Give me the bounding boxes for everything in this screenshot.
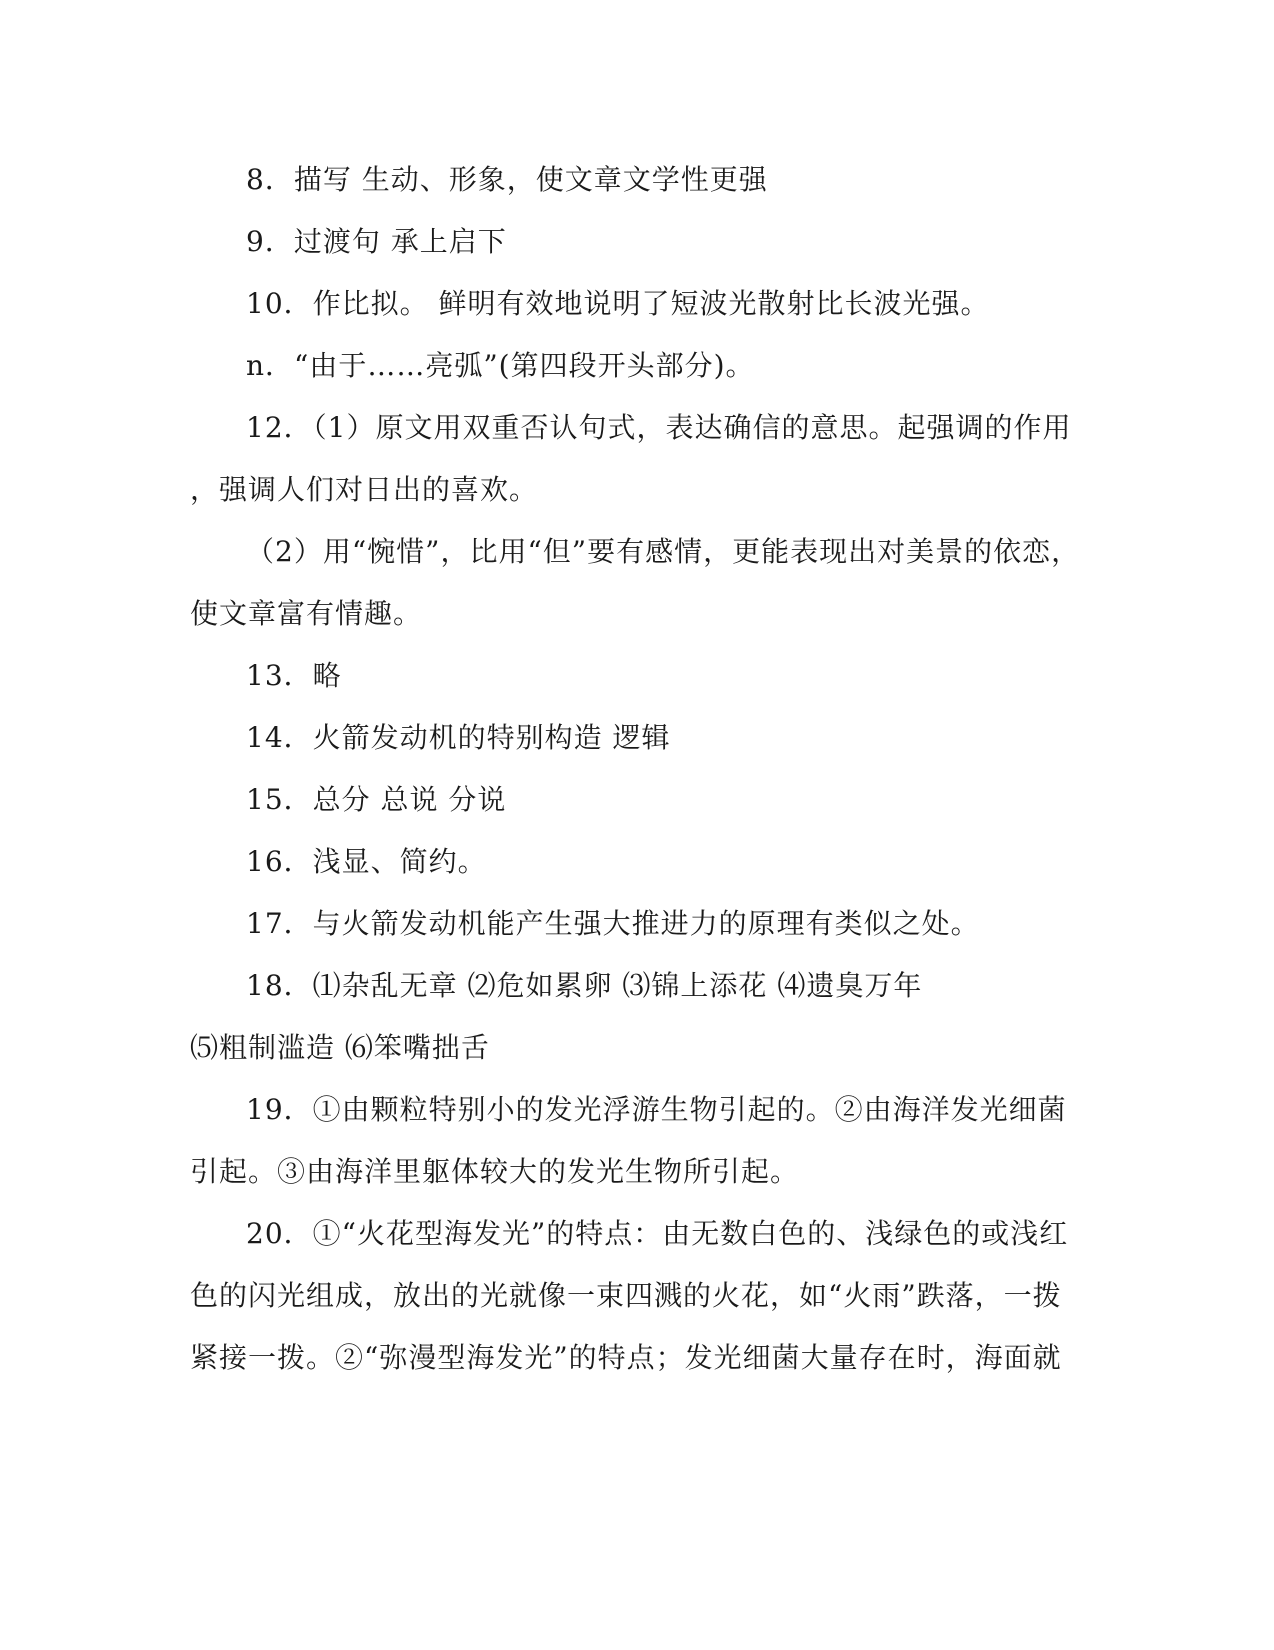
answer-line-11: n．“由于……亮弧”(第四段开头部分)。: [246, 349, 755, 382]
answer-line-10: 10．作比拟。 鲜明有效地说明了短波光散射比长波光强。: [246, 287, 990, 320]
answer-line-19: 19．①由颗粒特别小的发光浮游生物引起的。②由海洋发光细菌: [246, 1093, 1067, 1126]
answer-line-16: 16．浅显、简约。: [246, 845, 487, 878]
answer-line-17: 17．与火箭发动机能产生强大推进力的原理有类似之处。: [246, 907, 980, 940]
answer-line-8: 8．描写 生动、形象，使文章文学性更强: [246, 163, 768, 196]
answer-line-18: 18．⑴杂乱无章 ⑵危如累卵 ⑶锦上添花 ⑷遗臭万年: [246, 969, 923, 1002]
answer-line-12: 12．（1）原文用双重否认句式，表达确信的意思。起强调的作用: [246, 411, 1072, 444]
answer-line-20-cont-1: 色的闪光组成，放出的光就像一束四溅的火花，如“火雨”跌落，一拨: [190, 1279, 1062, 1312]
answer-line-19-cont: 引起。③由海洋里躯体较大的发光生物所引起。: [190, 1155, 800, 1188]
answer-line-9: 9．过渡句 承上启下: [246, 225, 507, 258]
answer-line-20-cont-2: 紧接一拨。②“弥漫型海发光”的特点；发光细菌大量存在时，海面就: [190, 1341, 1062, 1374]
answer-line-12-2-cont: 使文章富有情趣。: [190, 597, 423, 630]
answer-line-12-2: （2）用“惋惜”，比用“但”要有感情，更能表现出对美景的依恋，: [246, 535, 1081, 568]
answer-line-14: 14．火箭发动机的特别构造 逻辑: [246, 721, 671, 754]
answer-line-13: 13．略: [246, 659, 342, 692]
answer-line-15: 15．总分 总说 分说: [246, 783, 507, 816]
answer-line-20: 20．①“火花型海发光”的特点：由无数白色的、浅绿色的或浅红: [246, 1217, 1069, 1250]
answer-line-12-cont: ，强调人们对日出的喜欢。: [190, 473, 539, 506]
answer-line-18-cont: ⑸粗制滥造 ⑹笨嘴拙舌: [190, 1031, 490, 1064]
